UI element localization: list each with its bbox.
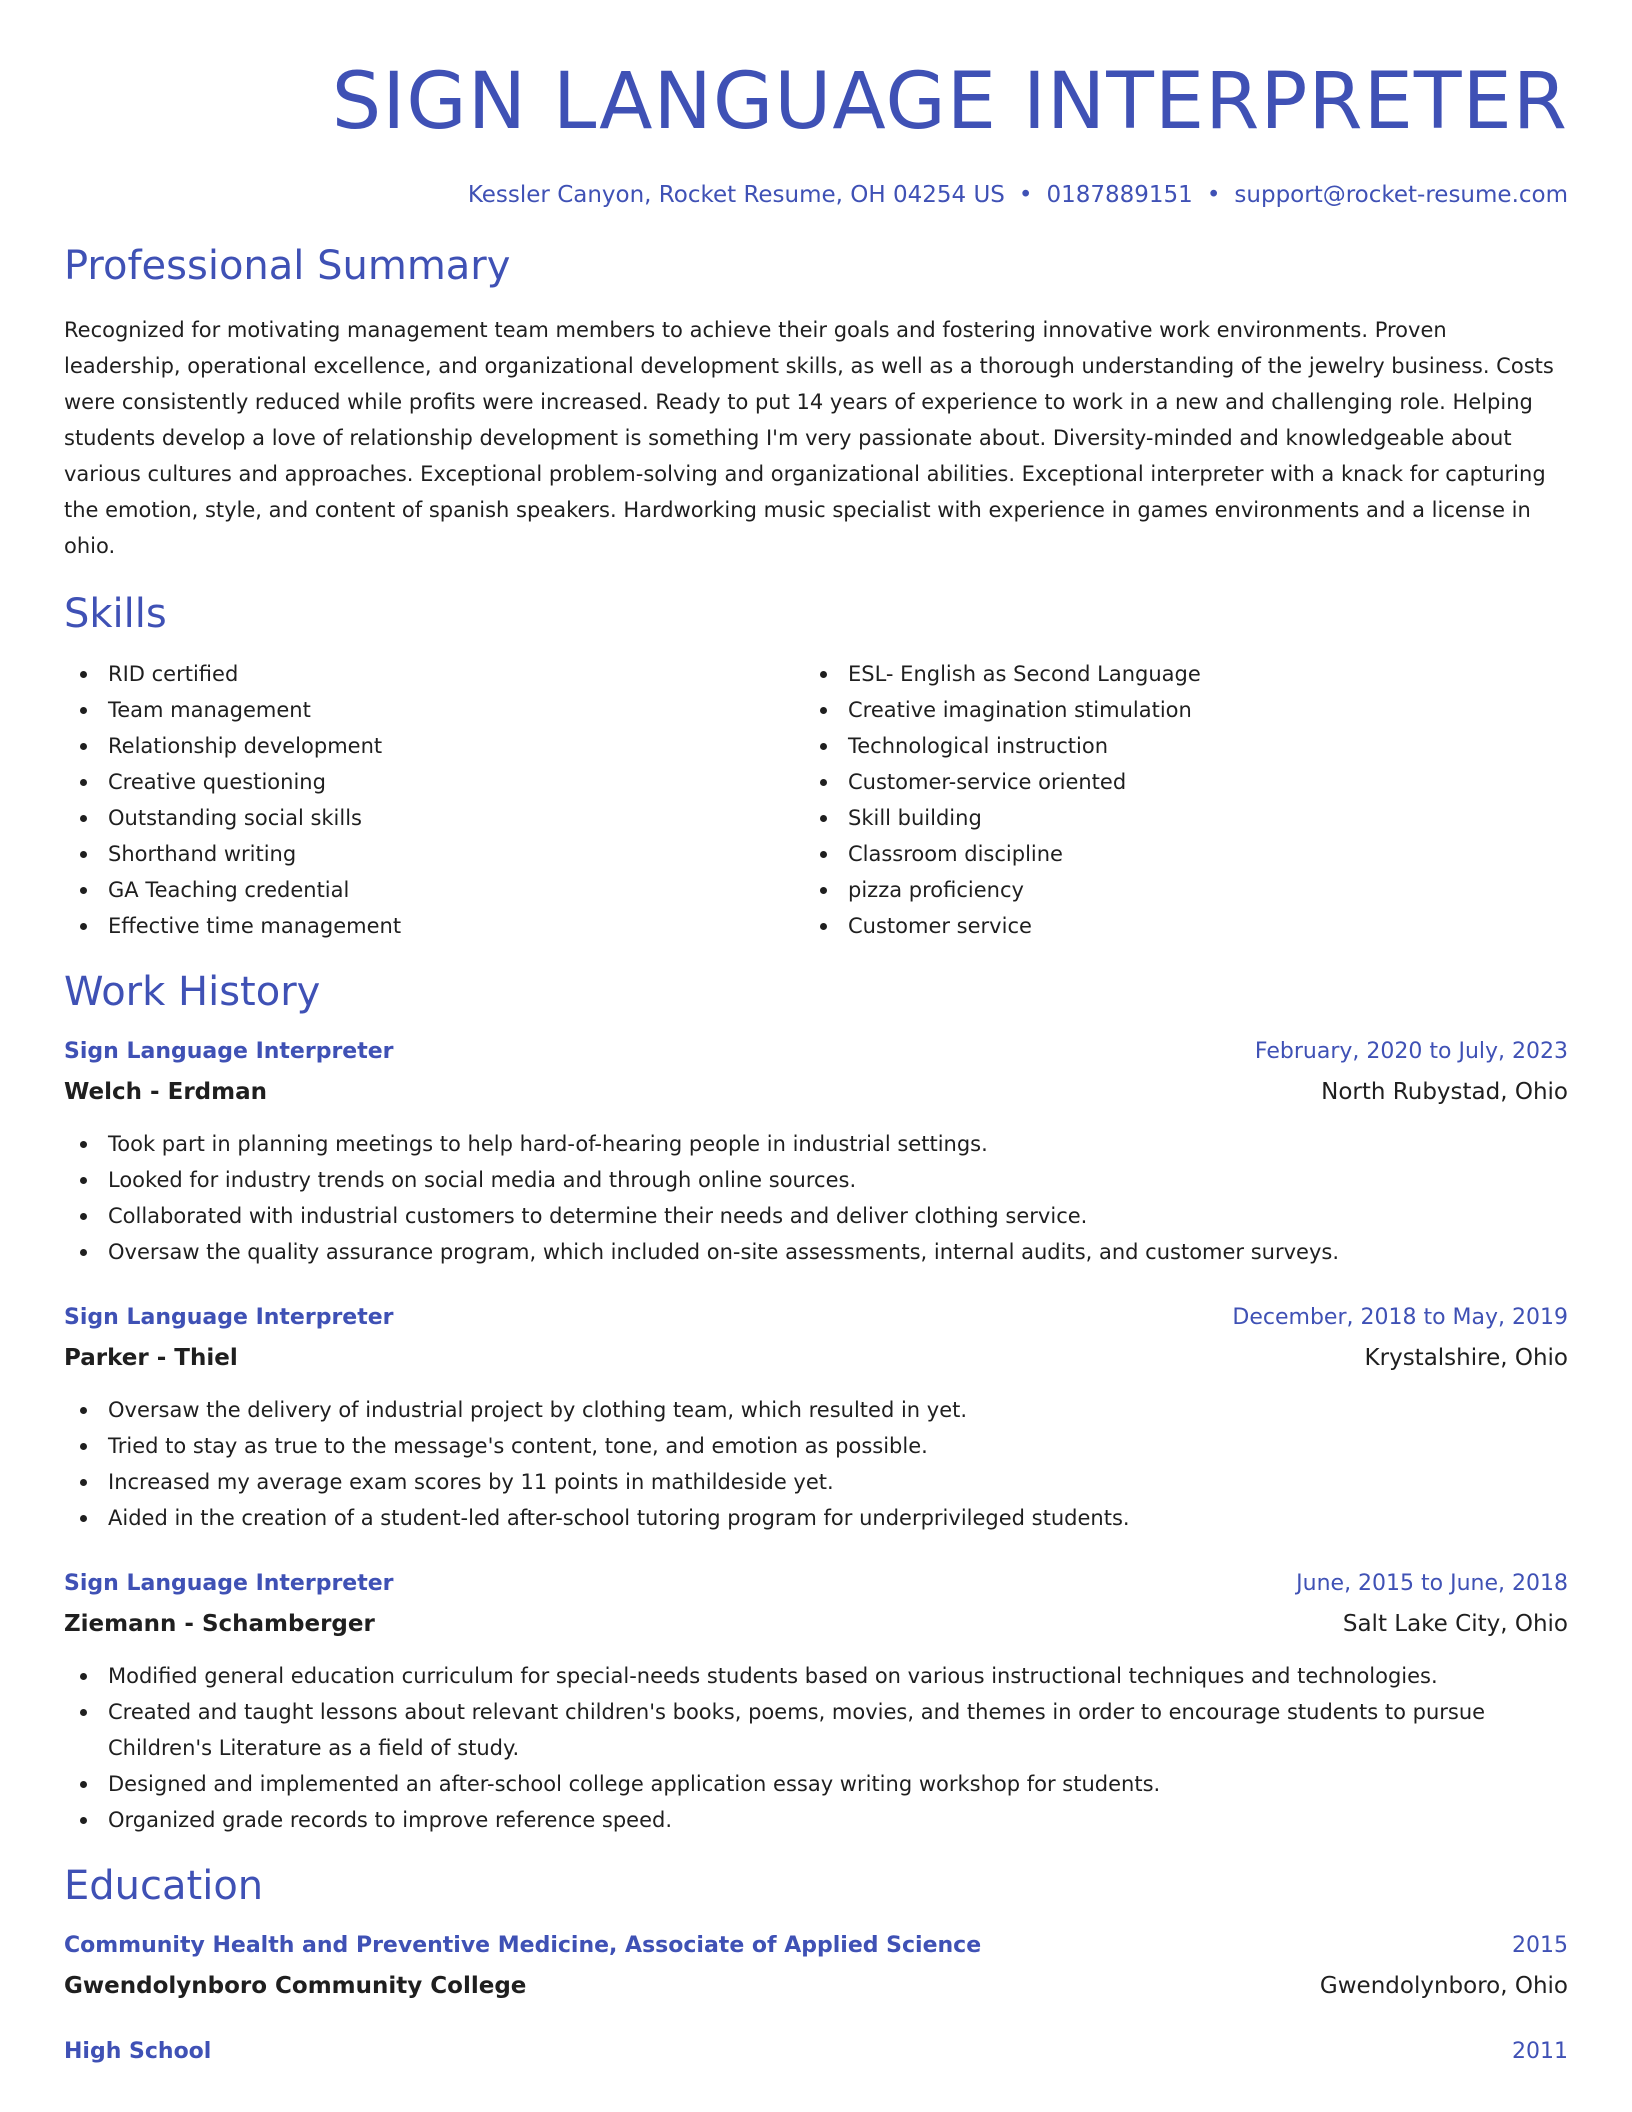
job-bullet: Created and taught lessons about relevant children's books, poems, movies, and themes in order to encourage students to pursue Children's Literature as a field of study. <box>64 1694 1568 1766</box>
education-degree: High School <box>64 2039 212 2064</box>
skill-item: Outstanding social skills <box>64 800 804 836</box>
skill-item: Creative imagination stimulation <box>804 692 1544 728</box>
education-entry <box>64 1928 1568 2004</box>
job-company: Parker - Thiel <box>64 1345 238 1371</box>
resume-header <box>64 50 1568 210</box>
job-title-row <box>64 1566 1568 1602</box>
skill-item: RID certified <box>64 656 804 692</box>
candidate-name: SIGN LANGUAGE INTERPRETER <box>331 57 1568 147</box>
job-bullet: Increased my average exam scores by 11 points in mathildeside yet. <box>64 1464 1568 1500</box>
skill-item: Customer-service oriented <box>804 764 1544 800</box>
job-location: Krystalshire, Ohio <box>1364 1345 1568 1371</box>
job-bullet: Oversaw the delivery of industrial project by clothing team, which resulted in yet. <box>64 1392 1568 1428</box>
education-school-row <box>64 1968 1568 2004</box>
education-entry <box>64 2034 1568 2070</box>
job-entry <box>64 1034 1568 1270</box>
contact-line <box>64 180 1568 210</box>
job-bullet: Designed and implemented an after-school college application essay writing workshop for students. <box>64 1766 1568 1802</box>
job-bullet: Oversaw the quality assurance program, which included on-site assessments, internal audits, and customer surveys. <box>64 1234 1568 1270</box>
skill-item: GA Teaching credential <box>64 872 804 908</box>
skill-item: Creative questioning <box>64 764 804 800</box>
skills-heading: Skills <box>64 591 167 637</box>
skill-item: pizza proficiency <box>804 872 1544 908</box>
skill-item: Classroom discipline <box>804 836 1544 872</box>
job-company-row <box>64 1606 1568 1642</box>
education-degree-row <box>64 2034 1568 2070</box>
job-company: Welch - Erdman <box>64 1079 267 1105</box>
contact-phone: 0187889151 <box>1046 182 1193 208</box>
job-company-row <box>64 1074 1568 1110</box>
education-heading: Education <box>64 1863 264 1909</box>
job-location: Salt Lake City, Ohio <box>1342 1611 1568 1637</box>
skill-item: Customer service <box>804 908 1544 944</box>
skill-item: Relationship development <box>64 728 804 764</box>
job-company: Ziemann - Schamberger <box>64 1611 375 1637</box>
job-bullet: Tried to stay as true to the message's content, tone, and emotion as possible. <box>64 1428 1568 1464</box>
job-dates: February, 2020 to July, 2023 <box>1254 1039 1568 1064</box>
job-bullet: Took part in planning meetings to help hard-of-hearing people in industrial settings. <box>64 1126 1568 1162</box>
education-year: 2011 <box>1512 2039 1568 2064</box>
work-history-heading: Work History <box>64 969 321 1015</box>
job-title: Sign Language Interpreter <box>64 1571 394 1596</box>
skill-item: Team management <box>64 692 804 728</box>
job-entry <box>64 1300 1568 1536</box>
job-bullets <box>64 1126 1568 1270</box>
education-school: Gwendolynboro Community College <box>64 1973 527 1999</box>
education-year: 2015 <box>1512 1933 1568 1958</box>
contact-separator: • <box>1018 182 1033 208</box>
job-bullet: Organized grade records to improve reference speed. <box>64 1802 1568 1838</box>
job-bullet: Collaborated with industrial customers to determine their needs and deliver clothing service. <box>64 1198 1568 1234</box>
skill-item: ESL- English as Second Language <box>804 656 1544 692</box>
job-bullet: Looked for industry trends on social media and through online sources. <box>64 1162 1568 1198</box>
job-title: Sign Language Interpreter <box>64 1039 394 1064</box>
job-bullet: Modified general education curriculum for special-needs students based on various instructional techniques and technologies. <box>64 1658 1568 1694</box>
summary-heading: Professional Summary <box>64 243 511 289</box>
job-entry <box>64 1566 1568 1838</box>
job-company-row <box>64 1340 1568 1376</box>
contact-email: support@rocket-resume.com <box>1234 182 1568 208</box>
job-dates: June, 2015 to June, 2018 <box>1296 1571 1568 1596</box>
education-location: Gwendolynboro, Ohio <box>1319 1973 1568 1999</box>
job-title-row <box>64 1034 1568 1070</box>
skills-list <box>64 656 1568 944</box>
summary-text: Recognized for motivating management team members to achieve their goals and fostering innovative work environments. Proven leadership, operational excellence, and organizational development skills, as well as a thorough understanding of the jewelry business. Costs were consistently reduced while profits were increased. Ready to put 14 years of experience to work in a new and challenging role. Helping students develop a love of relationship development is something I'm very passionate about. Diversity-minded and knowledgeable about various cultures and approaches. Exceptional problem-solving and organizational abilities. Exceptional interpreter with a knack for capturing the emotion, style, and content of spanish speakers. Hardworking music specialist with experience in games environments and a license in ohio. <box>64 318 1554 558</box>
skill-item: Shorthand writing <box>64 836 804 872</box>
education-degree: Community Health and Preventive Medicine, Associate of Applied Science <box>64 1933 982 1958</box>
job-title-row <box>64 1300 1568 1336</box>
skill-item: Effective time management <box>64 908 804 944</box>
job-bullet: Aided in the creation of a student-led after-school tutoring program for underprivileged students. <box>64 1500 1568 1536</box>
skill-item: Skill building <box>804 800 1544 836</box>
job-bullets <box>64 1392 1568 1536</box>
skills-column-right <box>804 656 1544 944</box>
skill-item: Technological instruction <box>804 728 1544 764</box>
job-location: North Rubystad, Ohio <box>1321 1079 1568 1105</box>
skills-column-left <box>64 656 804 944</box>
job-bullets <box>64 1658 1568 1838</box>
education-degree-row <box>64 1928 1568 1964</box>
contact-address: Kessler Canyon, Rocket Resume, OH 04254 US <box>467 182 1005 208</box>
job-dates: December, 2018 to May, 2019 <box>1232 1305 1568 1330</box>
contact-separator: • <box>1206 182 1221 208</box>
job-title: Sign Language Interpreter <box>64 1305 394 1330</box>
